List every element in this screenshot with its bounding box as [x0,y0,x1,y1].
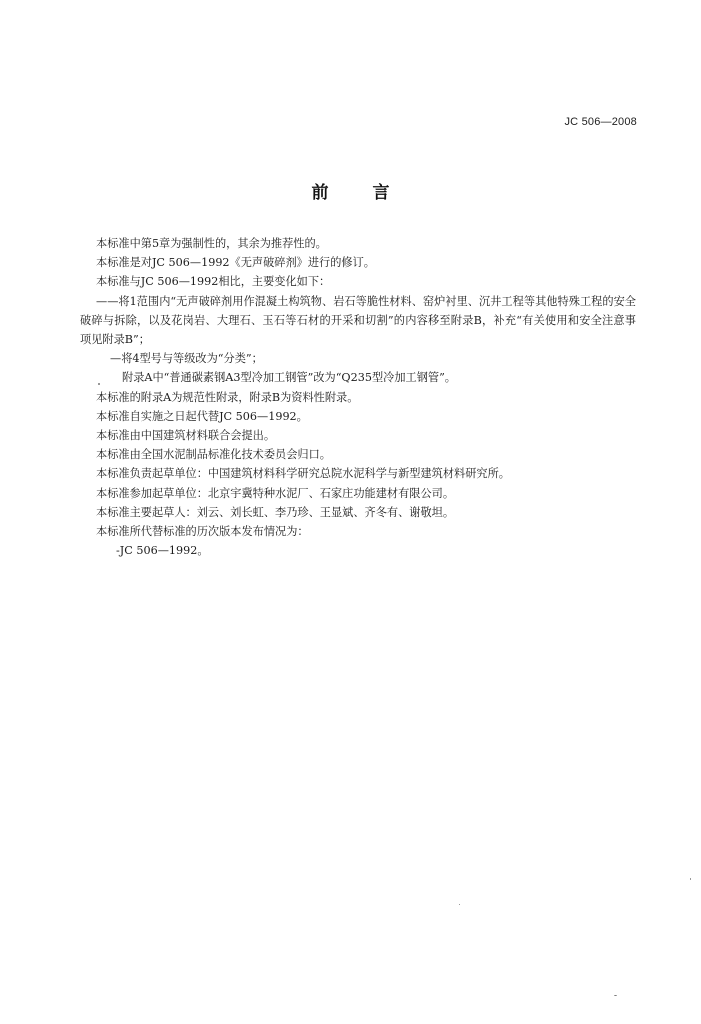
paragraph-proposed-by: 本标准由中国建筑材料联合会提出。 [96,429,276,443]
paragraph-change-classification: —将4型号与等级改为“分类”； [110,352,263,366]
scan-speck [690,878,691,880]
scan-speck [459,904,460,905]
paragraph-previous-edition-item: -JC 506—1992。 [116,544,209,558]
paragraph-mandatory-clause: 本标准中第5章为强制性的，其余为推荐性的。 [96,237,327,250]
standard-code: JC 506—2008 [564,116,637,128]
paragraph-change-scope: ——将1范围内“无声破碎剂用作混凝土构筑物、岩石等脆性材料、窑炉衬里、沉井工程等其他特殊工程的安全破碎与拆除，以及花岗岩、大理石、玉石等石材的开采和切割”的内容移至附录B，补充“有关使用和安全注意事项见附录B”； [80,294,636,347]
paragraph-participating-units: 本标准参加起草单位：北京宇冀特种水泥厂、石家庄功能建材有限公司。 [96,486,455,500]
paragraph-revision-of: 本标准是对JC 506—1992《无声破碎剂》进行的修订。 [96,256,375,270]
scan-speck [614,995,617,996]
paragraph-previous-editions: 本标准所代替标准的历次版本发布情况为： [96,525,309,539]
paragraph-replaces: 本标准自实施之日起代替JC 506—1992。 [96,409,308,423]
foreword-body [80,234,636,560]
paragraph-annex-types: 本标准的附录A为规范性附录，附录B为资料性附录。 [96,390,359,404]
page-title: 前言 [311,183,434,203]
scan-speck [98,383,100,385]
paragraph-drafters: 本标准主要起草人：刘云、刘长虹、李乃珍、王显斌、齐冬有、谢敬坦。 [96,505,455,519]
paragraph-changes-intro: 本标准与JC 506—1992相比，主要变化如下： [96,275,331,289]
paragraph-change-annex-a: 附录A中“普通碳素钢A3型冷加工钢管”改为“Q235型冷加工钢管”。 [122,371,456,385]
paragraph-centralized-by: 本标准由全国水泥制品标准化技术委员会归口。 [96,448,331,462]
paragraph-drafting-unit: 本标准负责起草单位：中国建筑材料科学研究总院水泥科学与新型建筑材料研究所。 [96,467,510,481]
